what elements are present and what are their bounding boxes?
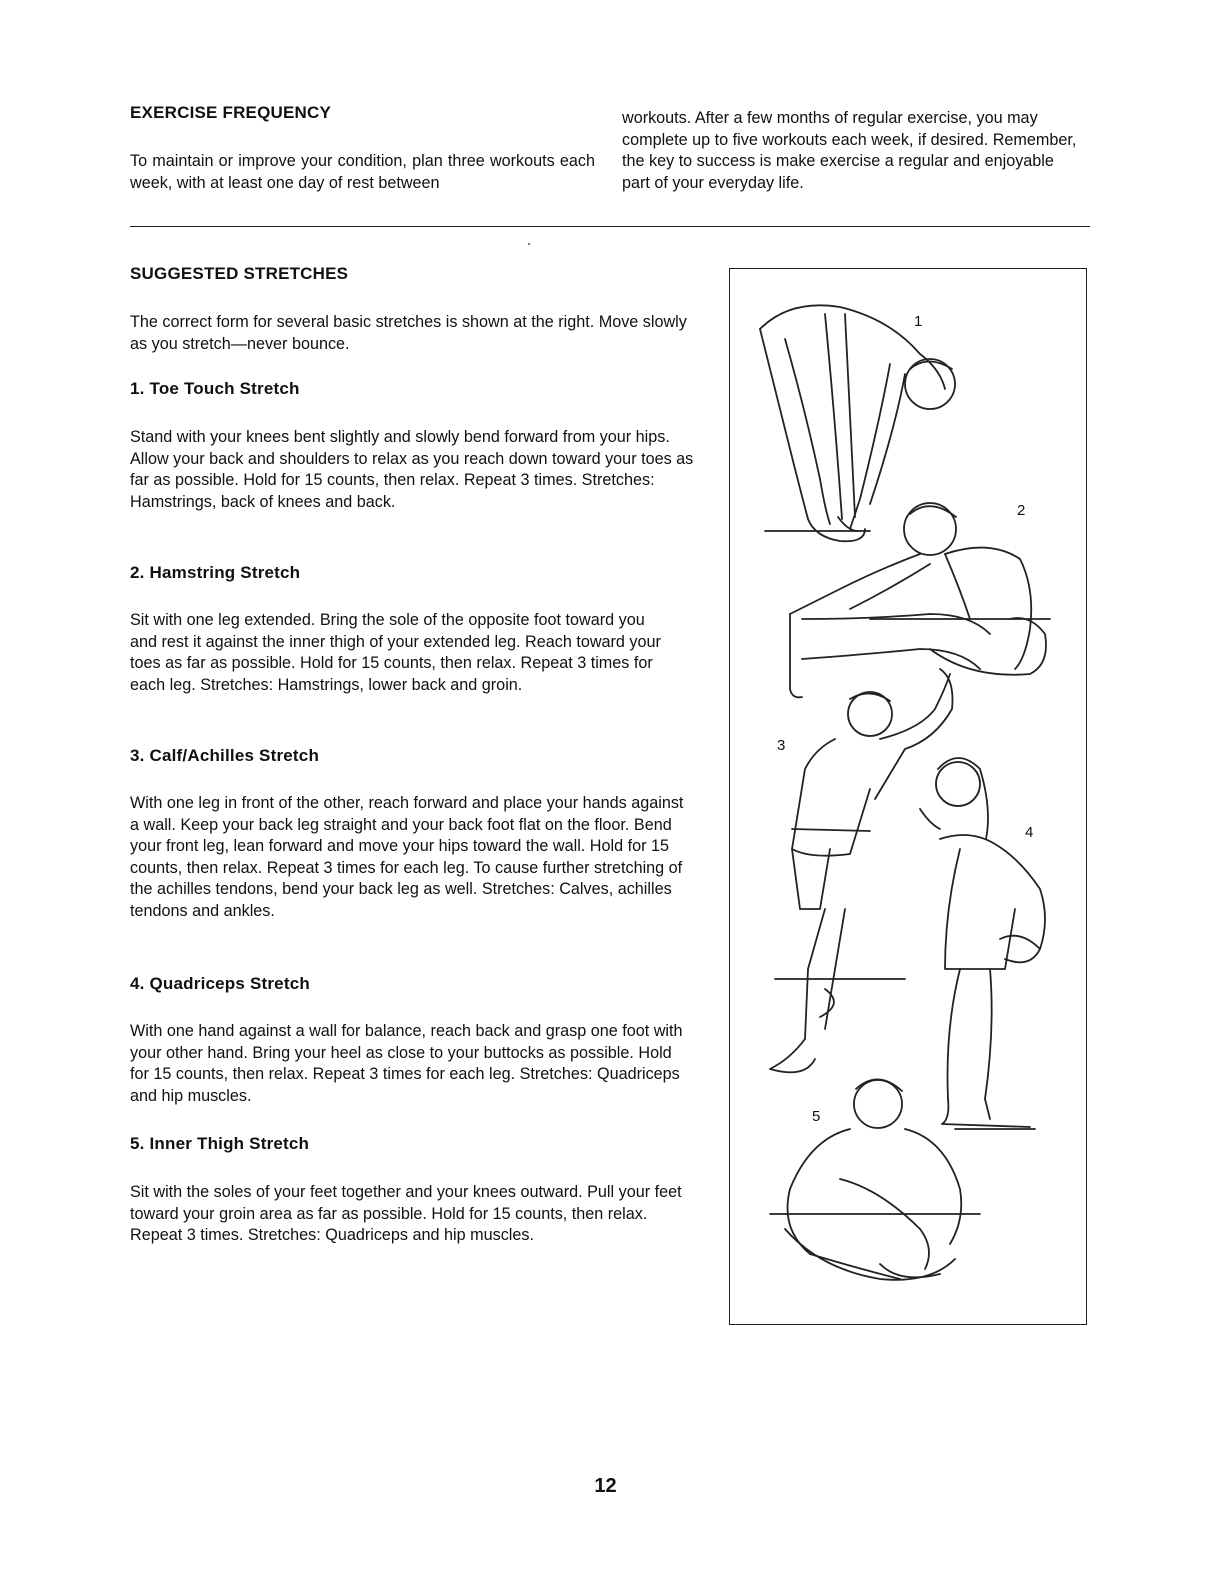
figure-label-5: 5 [812,1108,821,1125]
stretch-1-text: Stand with your knees bent slightly and slowly bend forward from your hips. Allow your back and shoulders to relax as you reach down toward your toes as far as possible. Hold for 15 counts, then relax. Repeat 3 times. Stretches: Hamstrings, back of knees and back. [130,428,694,511]
stretch-3-text: With one leg in front of the other, reach forward and place your hands against a wall. Keep your back leg straight and your back foot flat on the floor. Bend your front leg, lean forward and move your hips toward the wall. Hold for 15 counts, then relax. Repeat 3 times for each leg. To cause further stretching of the achilles tendons, bend your back leg as well. Stretches: Calves, achilles tendons and ankles. [130,794,684,920]
stretch-3-title: 3. Calf/Achilles Stretch [130,746,320,765]
suggested-stretches-heading: SUGGESTED STRETCHES [130,264,349,283]
section-divider [130,226,1090,227]
figure-label-3: 3 [777,737,786,754]
exercise-frequency-heading: EXERCISE FREQUENCY [130,103,332,122]
stretch-2-title: 2. Hamstring Stretch [130,563,301,582]
frequency-text-col1: To maintain or improve your condition, plan three workouts each week, with at least one day of rest between [130,152,595,192]
figure-label-4: 4 [1025,824,1034,841]
frequency-text-col2: workouts. After a few months of regular exercise, you may complete up to five workouts each week, if desired. Remember, the key to success is make exercise a regular and enjoyable part of your everyday life. [622,109,1077,192]
stretch-1-title: 1. Toe Touch Stretch [130,379,300,398]
calf-stretch-figure [770,669,953,1072]
quadriceps-figure [920,758,1045,1129]
stretch-4-title: 4. Quadriceps Stretch [130,974,310,993]
figure-label-1: 1 [914,313,923,330]
hamstring-figure [790,503,1050,697]
stretch-4-text: With one hand against a wall for balance, reach back and grasp one foot with your other hand. Bring your heel as close to your buttocks as possible. Hold for 15 counts, then relax. Repeat 3 times for each leg. Stretches: Quadriceps and hip muscles. [130,1022,683,1105]
stretch-5-text: Sit with the soles of your feet together and your knees outward. Pull your feet toward your groin area as far as possible. Hold for 15 counts, then relax. Repeat 3 times. Stretches: Quadriceps and hip muscles. [130,1183,682,1244]
stretch-2-text: Sit with one leg extended. Bring the sole of the opposite foot toward you and rest it against the inner thigh of your extended leg. Reach toward your toes as far as possible. Hold for 15 counts, then relax. Repeat 3 times for each leg. Stretches: Hamstrings, lower back and groin. [130,611,661,694]
stretches-intro: The correct form for several basic stretches is shown at the right. Move slowly as you stretch—never bounce. [130,313,687,353]
scan-speck [528,243,530,245]
figure-label-2: 2 [1017,502,1026,519]
stretch-illustrations-box [729,268,1087,1325]
page-number: 12 [594,1475,617,1497]
stretch-5-title: 5. Inner Thigh Stretch [130,1134,310,1153]
stretch-illustrations [730,269,1086,1324]
